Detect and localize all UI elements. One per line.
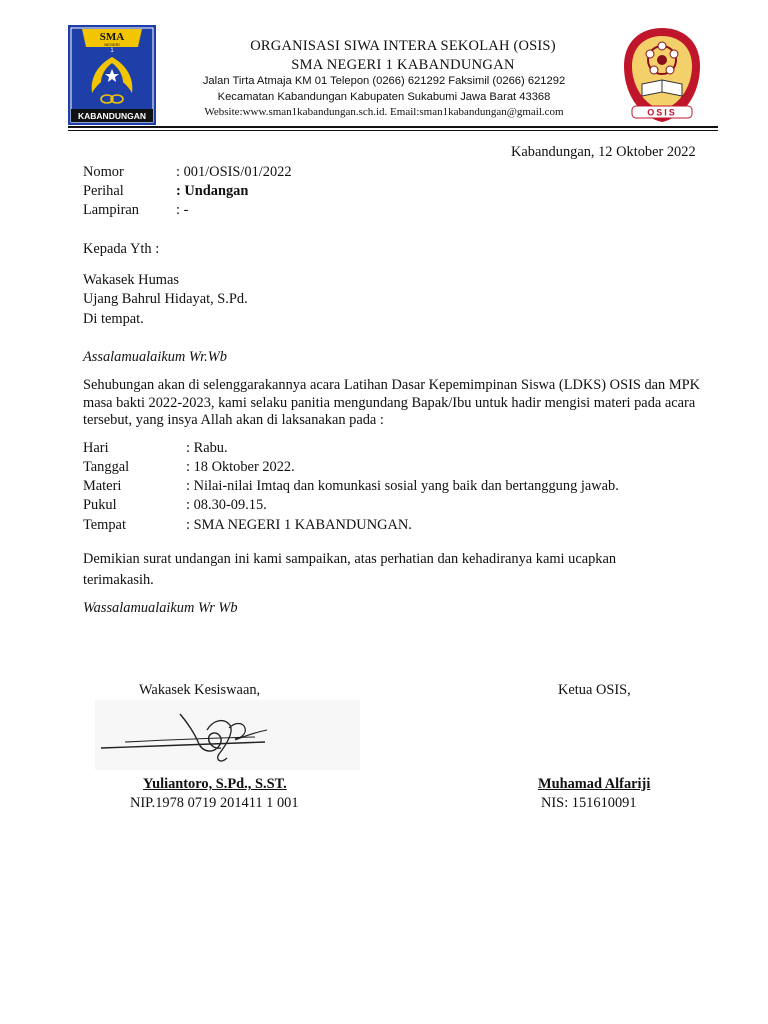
logo-sma-text: SMA — [99, 31, 125, 43]
recipient-line-1: Wakasek Humas — [83, 272, 179, 288]
svg-text:NEGERI: NEGERI — [104, 42, 120, 47]
to-heading: Kepada Yth : — [83, 241, 160, 257]
handwritten-signature — [95, 700, 360, 770]
closing-paragraph: Demikian surat undangan ini kami sampaikan, atas perhatian dan kehadiranya kami ucapkan terimakasih. — [83, 551, 617, 588]
svg-text:KABANDUNGAN: KABANDUNGAN — [78, 111, 146, 121]
place-date: Kabandungan, 12 Oktober 2022 — [511, 144, 696, 160]
left-signatory-title: Wakasek Kesiswaan, — [139, 682, 261, 698]
address-line-2: Kecamatan Kabandungan Kabupaten Sukabumi Jawa Barat 43368 — [217, 91, 551, 103]
address-line-1: Jalan Tirta Atmaja KM 01 Telepon (0266) 621292 Faksimil (0266) 621292 — [202, 75, 566, 87]
svg-text:OSIS: OSIS — [647, 107, 677, 118]
greeting: Assalamualaikum Wr.Wb — [83, 349, 227, 365]
org-name: ORGANISASI SIWA INTERA SEKOLAH (OSIS) — [250, 38, 556, 54]
header-divider — [68, 126, 718, 128]
website-email: Website:www.sman1kabandungan.sch.id. Email:sman1kabandungan@gmail.com — [204, 106, 564, 118]
right-signatory-title: Ketua OSIS, — [558, 682, 631, 698]
recipient-line-2: Ujang Bahrul Hidayat, S.Pd. — [83, 291, 248, 307]
left-signatory-nip: NIP.1978 0719 201411 1 001 — [130, 795, 299, 811]
recipient-line-3: Di tempat. — [83, 311, 144, 327]
right-signatory-nis: NIS: 151610091 — [541, 795, 637, 811]
header-divider-thin — [68, 130, 718, 131]
left-signatory-name: Yuliantoro, S.Pd., S.ST. — [143, 776, 287, 792]
osis-logo — [620, 26, 704, 124]
school-logo — [68, 25, 156, 125]
svg-text:1: 1 — [110, 48, 114, 54]
farewell: Wassalamualaikum Wr Wb — [83, 600, 238, 616]
right-signatory-name: Muhamad Alfariji — [538, 776, 651, 792]
intro-paragraph: Sehubungan akan di selenggarakannya acara Latihan Dasar Kepemimpinan Siswa (LDKS) OSIS dan MPK masa bakti 2022-2023, kami selaku panitia mengundang Bapak/Ibu untuk hadir mengisi materi pada acara tersebut, yang insya Allah akan di laksanakan pada : — [83, 377, 701, 428]
school-name: SMA NEGERI 1 KABANDUNGAN — [291, 57, 515, 73]
